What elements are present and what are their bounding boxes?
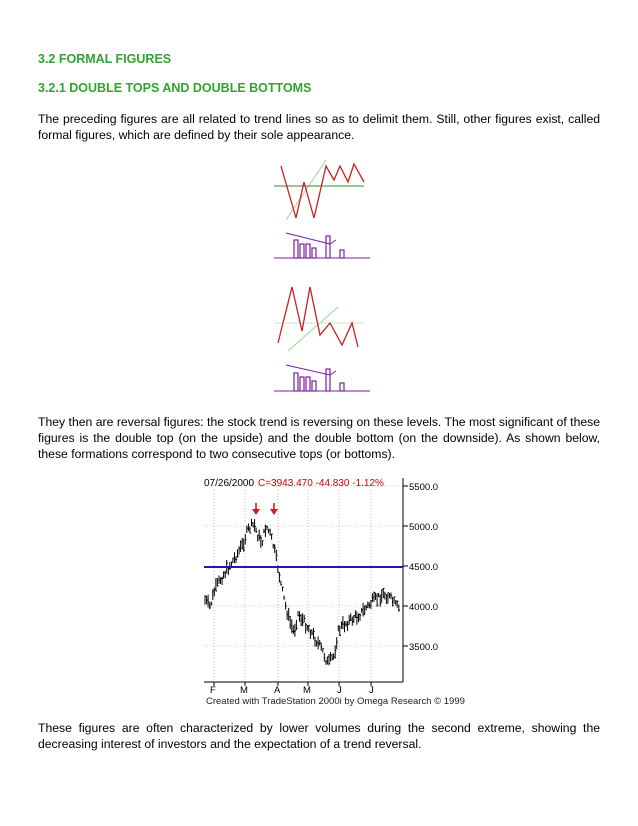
price-line: [281, 164, 364, 218]
volume-trend-arrow: [286, 233, 330, 244]
x-label-apr: A: [274, 685, 281, 694]
paragraph-reversal: They then are reversal figures: the stock trend is reversing on these levels. The most significant of these figures is the double top (on the upside) and the double bottom (on the downside). As shown below, these formations correspond to two consecutive tops (or bottoms).: [38, 415, 600, 461]
chart-caption: Created with TradeStation 2000i by Omega Research © 1999: [206, 696, 465, 707]
chart-quote: C=3943.470 -44.830 -1.12%: [258, 478, 384, 489]
top-arrow: [270, 503, 278, 515]
chart-grid: [204, 486, 403, 680]
volume-bars: [294, 236, 344, 258]
subsection-heading: 3.2.1 DOUBLE TOPS AND DOUBLE BOTTOMS: [38, 81, 312, 95]
x-axis-ticks: [214, 682, 371, 686]
x-label-jul: J: [369, 685, 374, 694]
stock-chart: [198, 472, 448, 694]
x-label-may: M: [303, 685, 311, 694]
y-axis-ticks: [403, 486, 408, 646]
x-label-feb: F: [210, 685, 216, 694]
top-arrow: [252, 503, 260, 515]
y-label-4000: 4000.0: [409, 602, 439, 613]
trend-line: [288, 307, 338, 351]
price-line: [278, 287, 358, 347]
y-label-5500: 5500.0: [409, 482, 439, 493]
x-label-mar: M: [240, 685, 248, 694]
double-bottom-diagram: [268, 160, 372, 262]
volume-trend-arrow: [286, 365, 330, 375]
x-label-jun: J: [337, 685, 342, 694]
section-heading: 3.2 FORMAL FIGURES: [38, 52, 172, 66]
y-label-3500: 3500.0: [409, 642, 439, 653]
y-label-5000: 5000.0: [409, 522, 439, 533]
double-top-diagram: [268, 283, 372, 395]
y-label-4500: 4500.0: [409, 562, 439, 573]
paragraph-intro: The preceding figures are all related to trend lines so as to delimit them. Still, other figures exist, called formal figures, which are defined by their sole appearance.: [38, 112, 600, 142]
paragraph-volume: These figures are often characterized by lower volumes during the second extreme, showing the decreasing interest of investors and the expectation of a trend reversal.: [38, 721, 600, 751]
chart-date: 07/26/2000: [204, 478, 255, 489]
